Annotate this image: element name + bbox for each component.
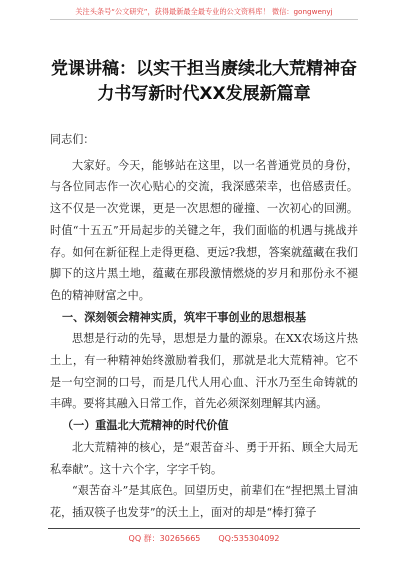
section-paragraph: 思想是行动的先导，思想是力量的源泉。在XX农场这片热土上，有一种精神始终激励着我们，那就是北大荒精神。它不是一句空洞的口号，而是几代人用心血、汗水乃至生命铸就的丰碑。要将其融入日常工作，首先必须深刻理解其内涵。	[50, 332, 358, 411]
document-title: 党课讲稿：以实干担当赓续北大荒精神奋力书写新时代XX发展新篇章	[51, 59, 357, 104]
subsection-heading: （一）重温北大荒精神的时代价值	[62, 419, 229, 433]
footer-qq-group: QQ 群：30265665	[128, 534, 201, 543]
footer-qq-contact: QQ:535304092	[218, 534, 280, 543]
intro-paragraph: 大家好。今天，能够站在这里，以一名普通党员的身份，与各位同志作一次心贴心的交流，我深感荣幸，也倍感责任。这不仅是一次党课，更是一次思想的碰撞、一次初心的回溯。时值“十五五”开局起步的关键之年，我们面临的机遇与挑战并存。如何在新征程上走得更稳、更远?我想，答案就蕴藏在我们脚下的这片黑土地，蕴藏在那段激情燃烧的岁月和那份永不褪色的精神财富之中。	[50, 158, 358, 302]
subsection-paragraph: “艰苦奋斗”是其底色。回望历史，前辈们在“捏把黑土冒油花，插双筷子也发芽”的沃土上，面对的却是“棒打獐子	[50, 484, 358, 519]
header-note: 关注头条号“公文研究”，获得最新最全最专业的公文资料库！ 微信：gongwenyj	[75, 7, 333, 16]
footer-divider	[48, 528, 360, 529]
salutation: 同志们：	[50, 133, 95, 146]
footer	[0, 534, 408, 544]
document-body	[50, 129, 358, 524]
subsection-paragraph: 北大荒精神的核心，是“艰苦奋斗、勇于开拓、顾全大局无私奉献”。这十六个字，字字千钧。	[50, 440, 358, 476]
section-heading: 一、深刻领会精神实质，筑牢干事创业的思想根基	[62, 310, 307, 324]
header-divider	[50, 19, 358, 20]
